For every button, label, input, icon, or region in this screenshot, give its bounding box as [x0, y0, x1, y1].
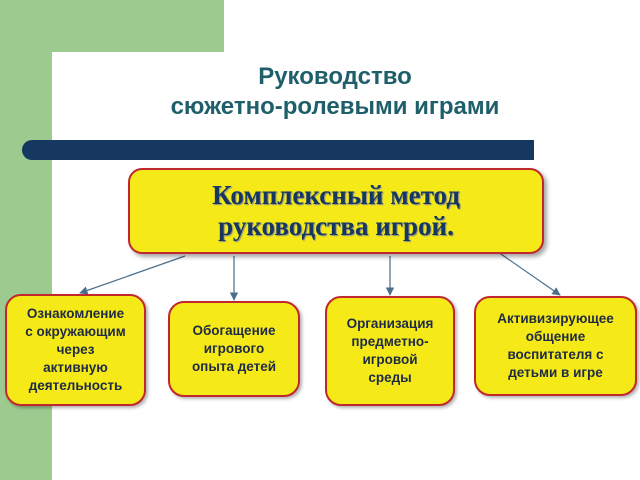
title-line-1: Руководство [258, 63, 412, 90]
root-line-2: руководства игрой. [218, 211, 454, 241]
node-organization [325, 296, 455, 406]
node-2-line-1: Обогащение [192, 323, 276, 338]
arrow-to-node-4 [498, 252, 560, 295]
node-1-line-1: Ознакомление [26, 306, 125, 321]
node-1-line-3: через [56, 342, 95, 357]
node-4-line-3: воспитателя с [507, 347, 604, 362]
root-method-box [128, 168, 544, 254]
node-1-line-5: деятельность [28, 378, 123, 393]
node-2-line-3: опыта детей [191, 359, 277, 374]
node-familiarization [5, 294, 146, 406]
node-1-line-4: активную [43, 360, 108, 375]
node-2-line-2: игрового [203, 341, 265, 356]
node-1-line-2: с окружающим [25, 324, 126, 339]
node-enrichment [168, 301, 300, 397]
node-3-line-3: игровой [362, 352, 418, 367]
arrow-to-node-1 [80, 256, 185, 293]
node-4-line-4: детьми в игре [508, 365, 603, 380]
node-4-line-1: Активизирующее [497, 311, 614, 326]
node-activation [474, 296, 637, 396]
node-3-line-2: предметно- [351, 334, 429, 349]
node-4-line-2: общение [525, 329, 586, 344]
node-3-line-1: Организация [346, 316, 434, 331]
root-line-1: Комплексный метод [212, 180, 460, 210]
node-3-line-4: среды [368, 370, 412, 385]
title-line-2: сюжетно-ролевыми играми [170, 93, 500, 120]
